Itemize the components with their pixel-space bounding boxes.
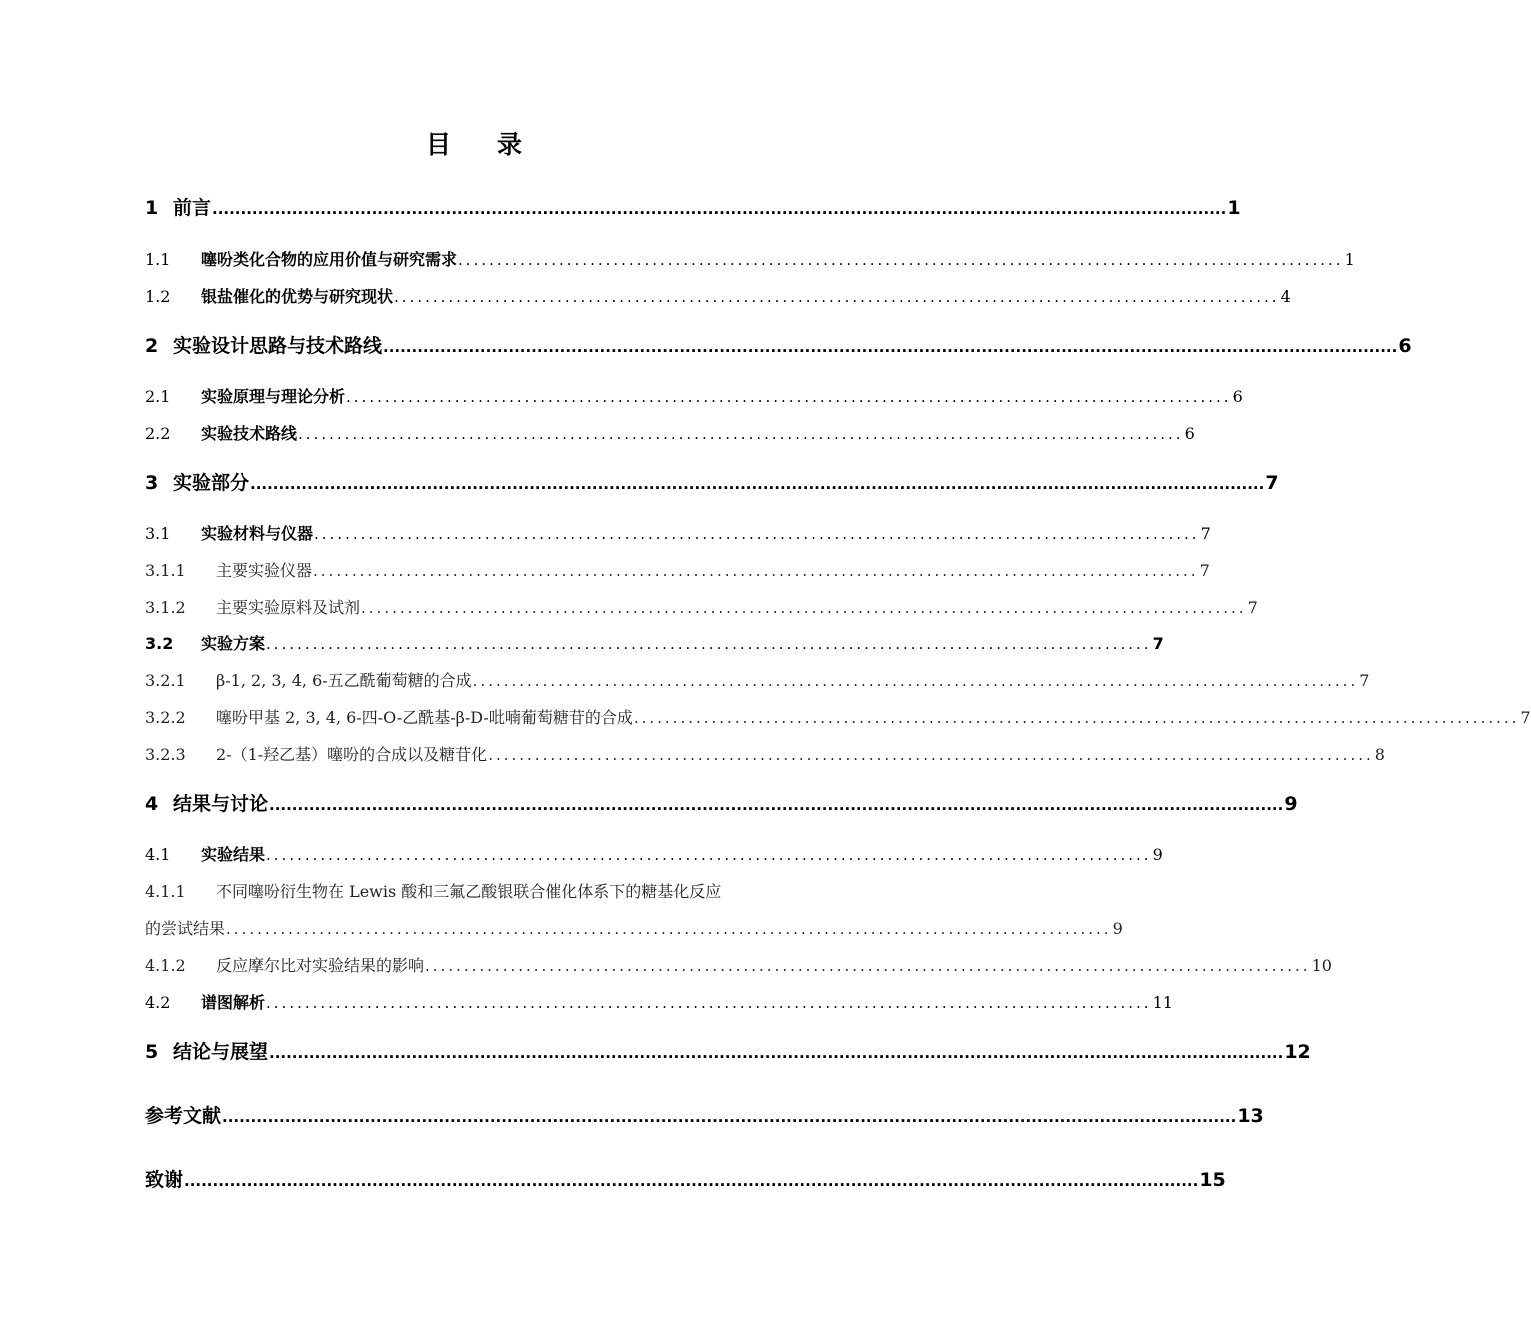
toc-label: 实验部分 (173, 472, 250, 494)
toc-page: 7 (1247, 598, 1258, 617)
toc-number: 3.2.3 (145, 745, 186, 764)
toc-label: 主要实验原料及试剂 (216, 598, 361, 617)
toc-number: 1.1 (145, 250, 171, 269)
toc-page: 4 (1280, 287, 1291, 306)
toc-entry-3-1-1[interactable] (145, 558, 1210, 581)
toc-label: 实验结果 (201, 845, 266, 864)
toc-leader: .................................................................................................................................................................................. (269, 1044, 1284, 1062)
toc-leader: .................................................................................................................. (394, 288, 1280, 306)
toc-leader: .................................................................................................................. (266, 994, 1152, 1012)
toc-label: 结果与讨论 (173, 793, 269, 815)
toc-entry-4-1[interactable] (145, 842, 1163, 865)
toc-leader: .................................................................................................................................................................................. (383, 338, 1398, 356)
toc-leader: .................................................................................................................. (313, 562, 1199, 580)
toc-page: 15 (1199, 1169, 1226, 1191)
toc-entry-1-2[interactable] (145, 284, 1291, 307)
toc-leader: .................................................................................................................. (633, 709, 1520, 727)
toc-page: 9 (1112, 919, 1123, 938)
toc-entry-acknowledgements[interactable] (145, 1165, 1226, 1192)
toc-leader: .................................................................................................................................................................................. (269, 796, 1284, 814)
toc-entry-3-1[interactable] (145, 521, 1211, 544)
toc-leader: .................................................................................................................................................................................. (184, 1172, 1199, 1190)
toc-number: 3.2 (145, 634, 174, 653)
toc-label: 结论与展望 (173, 1041, 269, 1063)
toc-leader: .................................................................................................................. (298, 425, 1184, 443)
toc-number: 3.2.2 (145, 708, 186, 727)
toc-entry-3-2[interactable] (145, 631, 1164, 654)
toc-entry-1[interactable] (145, 193, 1241, 220)
toc-page: 7 (1359, 671, 1370, 690)
toc-label: 不同噻吩衍生物在 Lewis 酸和三氟乙酸银联合催化体系下的糖基化反应 (216, 882, 722, 901)
toc-entry-4-1-1-continued[interactable] (145, 916, 1123, 939)
toc-leader: .................................................................................................................................................................................. (222, 1108, 1237, 1126)
toc-entry-2-2[interactable] (145, 421, 1195, 444)
toc-leader: .................................................................................................................. (472, 672, 1359, 690)
toc-page: 11 (1152, 993, 1173, 1012)
toc-entry-3[interactable] (145, 468, 1279, 495)
toc-label: 噻吩甲基 2, 3, 4, 6-四-O-乙酰基-β-D-吡喃葡萄糖苷的合成 (216, 708, 633, 727)
toc-page: 6 (1232, 387, 1243, 406)
toc-number: 3.1 (145, 524, 171, 543)
toc-label: 谱图解析 (201, 993, 266, 1012)
toc-entry-3-2-1[interactable] (145, 668, 1370, 691)
toc-number: 2.1 (145, 387, 171, 406)
toc-page: 8 (1374, 745, 1385, 764)
toc-label: 致谢 (145, 1169, 184, 1191)
toc-page: 9 (1284, 793, 1298, 815)
toc-label: 实验材料与仪器 (201, 524, 314, 543)
toc-entry-4-1-1[interactable] (145, 879, 805, 902)
toc-leader: .................................................................................................................................................................................. (212, 200, 1227, 218)
toc-number: 1.2 (145, 287, 171, 306)
toc-page: 10 (1311, 956, 1332, 975)
toc-entry-5[interactable] (145, 1037, 1311, 1064)
toc-label: 反应摩尔比对实验结果的影响 (216, 956, 425, 975)
toc-number: 3.2.1 (145, 671, 186, 690)
toc-leader: .................................................................................................................. (266, 635, 1152, 653)
toc-label: 银盐催化的优势与研究现状 (201, 287, 394, 306)
toc-number: 4.1 (145, 845, 171, 864)
toc-title-char-2: 录 (497, 130, 525, 159)
toc-page: 7 (1200, 524, 1211, 543)
toc-number: 4.1.1 (145, 882, 186, 901)
toc-number: 4.2 (145, 993, 171, 1012)
toc-page: 6 (1184, 424, 1195, 443)
toc-leader: .................................................................................................................................................................................. (250, 475, 1265, 493)
toc-label: 噻吩类化合物的应用价值与研究需求 (201, 250, 458, 269)
toc-label-continued: 的尝试结果 (145, 919, 226, 938)
toc-number: 4 (145, 793, 159, 815)
toc-page: 12 (1284, 1041, 1311, 1063)
toc-page: 7 (1520, 708, 1531, 727)
toc-entry-references[interactable] (145, 1101, 1264, 1128)
toc-number: 4.1.2 (145, 956, 186, 975)
toc-page: 7 (1199, 561, 1210, 580)
toc-label: 实验设计思路与技术路线 (173, 335, 383, 357)
toc-entry-2-1[interactable] (145, 384, 1243, 407)
toc-title (0, 125, 950, 161)
toc-leader: .................................................................................................................. (361, 599, 1247, 617)
toc-entry-3-2-2[interactable] (145, 705, 1531, 728)
toc-leader: .................................................................................................................. (488, 746, 1374, 764)
toc-label: 2-（1-羟乙基）噻吩的合成以及糖苷化 (216, 745, 488, 764)
toc-number: 2 (145, 335, 159, 357)
toc-page: 6 (1398, 335, 1412, 357)
toc-leader: .................................................................................................................. (346, 388, 1232, 406)
toc-label: 实验技术路线 (201, 424, 298, 443)
toc-entry-3-1-2[interactable] (145, 595, 1258, 618)
toc-leader: .................................................................................................................. (314, 525, 1200, 543)
toc-page: 1 (1227, 197, 1241, 219)
toc-label: 前言 (173, 197, 212, 219)
toc-entry-2[interactable] (145, 331, 1412, 358)
toc-number: 3 (145, 472, 159, 494)
toc-number: 3.1.2 (145, 598, 186, 617)
toc-label: 实验原理与理论分析 (201, 387, 346, 406)
toc-number: 1 (145, 197, 159, 219)
toc-label: β-1, 2, 3, 4, 6-五乙酰葡萄糖的合成 (216, 671, 472, 690)
toc-leader: .................................................................................................................. (458, 251, 1344, 269)
toc-title-char-1: 目 (425, 130, 453, 159)
toc-leader: .................................................................................................................. (266, 846, 1152, 864)
toc-entry-4-1-2[interactable] (145, 953, 1332, 976)
toc-page: 13 (1237, 1105, 1264, 1127)
toc-number: 3.1.1 (145, 561, 186, 580)
toc-leader: .................................................................................................................. (425, 957, 1311, 975)
toc-entry-4-2[interactable] (145, 990, 1173, 1013)
toc-label: 实验方案 (201, 634, 266, 653)
toc-entry-4[interactable] (145, 789, 1298, 816)
toc-page: 7 (1265, 472, 1279, 494)
toc-entry-1-1[interactable] (145, 247, 1355, 270)
toc-entry-3-2-3[interactable] (145, 742, 1385, 765)
toc-number: 2.2 (145, 424, 171, 443)
toc-label: 参考文献 (145, 1105, 222, 1127)
toc-leader: .................................................................................................................. (226, 920, 1112, 938)
toc-page: 7 (1152, 634, 1164, 653)
toc-page: 9 (1152, 845, 1163, 864)
toc-label: 主要实验仪器 (216, 561, 313, 580)
toc-number: 5 (145, 1041, 159, 1063)
toc-page: 1 (1344, 250, 1355, 269)
